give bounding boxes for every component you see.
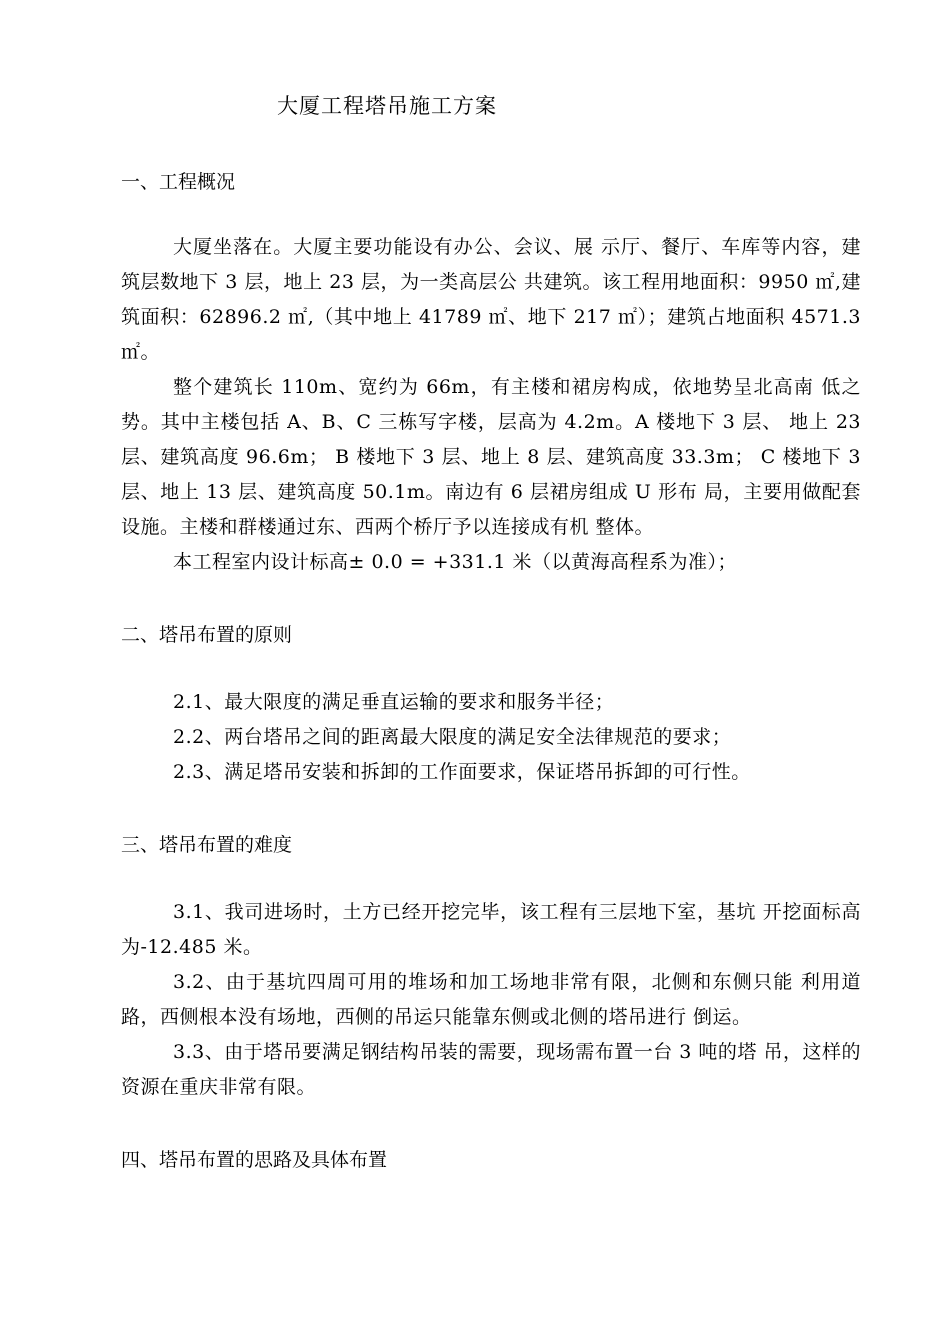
section-3-paragraph-3: 3.3、由于塔吊要满足钢结构吊装的需要，现场需布置一台 3 吨的塔 吊，这样的资源在重庆非常有限。 [121,1041,861,1098]
section-heading-4: 四、塔吊布置的思路及具体布置 [121,1149,388,1171]
section-2-item-2: 2.2、两台塔吊之间的距离最大限度的满足安全法律规范的要求； [173,726,732,748]
section-1-paragraph-1: 大厦坐落在。大厦主要功能设有办公、会议、展 示厅、餐厅、车库等内容，建筑层数地下 3 层，地上 23 层，为一类高层公 共建筑。该工程用地面积：9950 ㎡,建筑面积：62896.2 ㎡,（其中地上 41789 ㎡、地下 217 ㎡）；建筑占地面积 4571.3 ㎡。 [121,236,861,363]
section-heading-2: 二、塔吊布置的原则 [121,624,293,646]
section-1-paragraph-2: 整个建筑长 110m、宽约为 66m，有主楼和裙房构成，依地势呈北高南 低之势。其中主楼包括 A、B、C 三栋写字楼，层高为 4.2m。A 楼地下 3 层、 地上 23 层、建筑高度 96.6m； B 楼地下 3 层、地上 8 层、建筑高度 33.3m； C 楼地下 3 层、地上 13 层、建筑高度 50.1m。南边有 6 层裙房组成 U 形布 局，主要用做配套设施。主楼和群楼通过东、西两个桥厅予以连接成有机 整体。 [121,376,861,538]
section-1-paragraph-3: 本工程室内设计标高± 0.0 = +331.1 米（以黄海高程系为准）； [173,551,738,573]
section-2-item-3: 2.3、满足塔吊安装和拆卸的工作面要求，保证塔吊拆卸的可行性。 [173,761,751,783]
section-2-item-1: 2.1、最大限度的满足垂直运输的要求和服务半径； [173,691,615,713]
section-3-paragraph-2: 3.2、由于基坑四周可用的堆场和加工场地非常有限，北侧和东侧只能 利用道路，西侧根本没有场地，西侧的吊运只能靠东侧或北侧的塔吊进行 倒运。 [121,971,861,1028]
section-3-paragraph-1: 3.1、我司进场时，土方已经开挖完毕，该工程有三层地下室，基坑 开挖面标高为-12.485 米。 [121,901,861,958]
section-heading-1: 一、工程概况 [121,171,236,193]
section-heading-3: 三、塔吊布置的难度 [121,834,293,856]
document-title: 大厦工程塔吊施工方案 [277,94,497,118]
